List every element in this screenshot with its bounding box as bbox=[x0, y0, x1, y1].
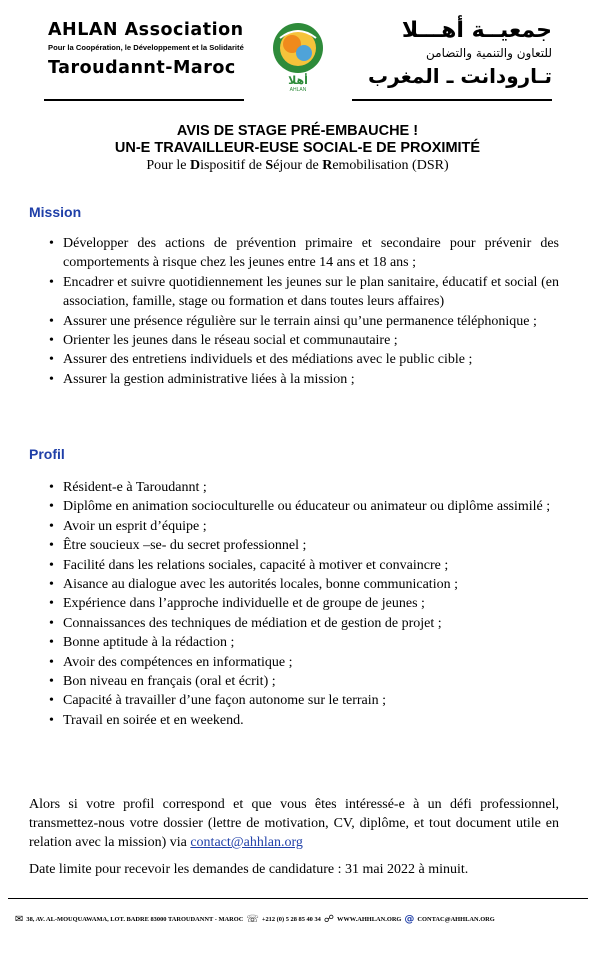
logo-arabic-text: أهلا bbox=[288, 74, 308, 87]
subtitle-part: Pour le bbox=[146, 158, 190, 173]
letterhead bbox=[0, 0, 595, 112]
footer-website[interactable]: WWW.AHHLAN.ORG bbox=[337, 916, 402, 923]
footer-email[interactable]: CONTAC@AHHLAN.ORG bbox=[417, 916, 495, 923]
list-item: • Aisance au dialogue avec les autorités locales, bonne communication ; bbox=[49, 575, 559, 594]
header-rule-left bbox=[44, 99, 244, 101]
list-item: • Assurer des entretiens individuels et des médiations avec le public cible ; bbox=[49, 350, 559, 369]
org-subtitle: Pour la Coopération, le Développement et la Solidarité bbox=[48, 43, 244, 52]
org-city-ar: تـارودانت ـ المغرب bbox=[368, 64, 552, 88]
closing-paragraph bbox=[29, 795, 559, 852]
program-subtitle bbox=[0, 157, 595, 174]
mission-list bbox=[49, 234, 559, 389]
footer bbox=[12, 914, 586, 925]
org-name: AHLAN Association bbox=[48, 20, 244, 40]
footer-rule bbox=[8, 898, 588, 899]
phone-icon: ☏ bbox=[246, 914, 259, 925]
list-item: • Capacité à travailler d’une façon autonome sur le terrain ; bbox=[49, 691, 559, 710]
list-item: • Développer des actions de prévention primaire et secondaire pour prévenir des comportements à risque chez les jeunes entre 14 ans et 18 ans ; bbox=[49, 234, 559, 273]
contact-email-link[interactable]: contact@ahhlan.org bbox=[190, 835, 303, 850]
globe-icon: ☍ bbox=[323, 914, 335, 925]
at-icon: @ bbox=[404, 914, 415, 925]
letterhead-latin bbox=[48, 20, 248, 79]
notice-title: AVIS DE STAGE PRÉ-EMBAUCHE ! bbox=[176, 123, 419, 139]
list-item: • Orienter les jeunes dans le réseau social et communautaire ; bbox=[49, 331, 559, 350]
org-subtitle-ar: للتعاون والتنمية والتضامن bbox=[426, 46, 552, 60]
letterhead-arabic bbox=[340, 18, 552, 89]
mission-heading: Mission bbox=[29, 204, 82, 220]
subtitle-initial: D bbox=[189, 158, 201, 173]
list-item: • Avoir des compétences en informatique ; bbox=[49, 653, 559, 672]
deadline-text: Date limite pour recevoir les demandes de candidature : 31 mai 2022 à minuit. bbox=[29, 862, 469, 877]
subtitle-initial: S bbox=[265, 158, 274, 173]
list-item: • Résident-e à Taroudannt ; bbox=[49, 478, 559, 497]
notice-titles bbox=[0, 123, 595, 174]
subtitle-part: ispositif de bbox=[200, 158, 266, 173]
footer-phone: +212 (0) 5 28 85 40 34 bbox=[261, 916, 321, 923]
header-rule-right bbox=[352, 99, 552, 101]
list-item: • Avoir un esprit d’équipe ; bbox=[49, 517, 559, 536]
list-item: • Bon niveau en français (oral et écrit) ; bbox=[49, 672, 559, 691]
list-item: • Être soucieux –se- du secret professionnel ; bbox=[49, 536, 559, 555]
closing-text: Alors si votre profil correspond et que vous êtes intéressé-e à un défi professionnel, transmettez-nous votre dossier (lettre de motivation, CV, diplôme, et tout document utile en relation avec la mission) via bbox=[29, 797, 559, 850]
list-item: • Bonne aptitude à la rédaction ; bbox=[49, 633, 559, 652]
logo-small-text: AHLAN bbox=[289, 87, 307, 92]
ahlan-logo bbox=[266, 20, 330, 92]
profil-heading: Profil bbox=[29, 446, 65, 462]
list-item: • Diplôme en animation socioculturelle ou éducateur ou animateur ou diplôme assimilé ; bbox=[49, 497, 559, 516]
envelope-icon: ✉ bbox=[15, 914, 24, 925]
profil-list bbox=[49, 478, 559, 730]
list-item: • Connaissances des techniques de médiation et de gestion de projet ; bbox=[49, 614, 559, 633]
list-item: • Expérience dans l’approche individuelle et de groupe de jeunes ; bbox=[49, 594, 559, 613]
org-name-ar: جمعيــة أهـــلا bbox=[401, 18, 552, 43]
footer-address: 38, AV. AL-MOUQUAWAMA, LOT. BADRE 83000 TAROUDANNT - MAROC bbox=[26, 916, 244, 923]
org-city: Taroudannt-Maroc bbox=[48, 58, 236, 78]
list-item: • Facilité dans les relations sociales, capacité à motiver et convaincre ; bbox=[49, 556, 559, 575]
list-item: • Encadrer et suivre quotidiennement les jeunes sur le plan sanitaire, éducatif et social (en association, famille, stage ou formation et dans toutes leurs affaires) bbox=[49, 273, 559, 312]
list-item: • Travail en soirée et en weekend. bbox=[49, 711, 559, 730]
subtitle-part: éjour de bbox=[273, 158, 323, 173]
subtitle-part: emobilisation (DSR) bbox=[332, 158, 449, 173]
list-item: • Assurer une présence régulière sur le terrain ainsi qu’une permanence téléphonique ; bbox=[49, 312, 559, 331]
subtitle-initial: R bbox=[322, 158, 333, 173]
position-title: UN-E TRAVAILLEUR-EUSE SOCIAL-E DE PROXIMITÉ bbox=[114, 140, 481, 156]
list-item: • Assurer la gestion administrative liées à la mission ; bbox=[49, 370, 559, 389]
